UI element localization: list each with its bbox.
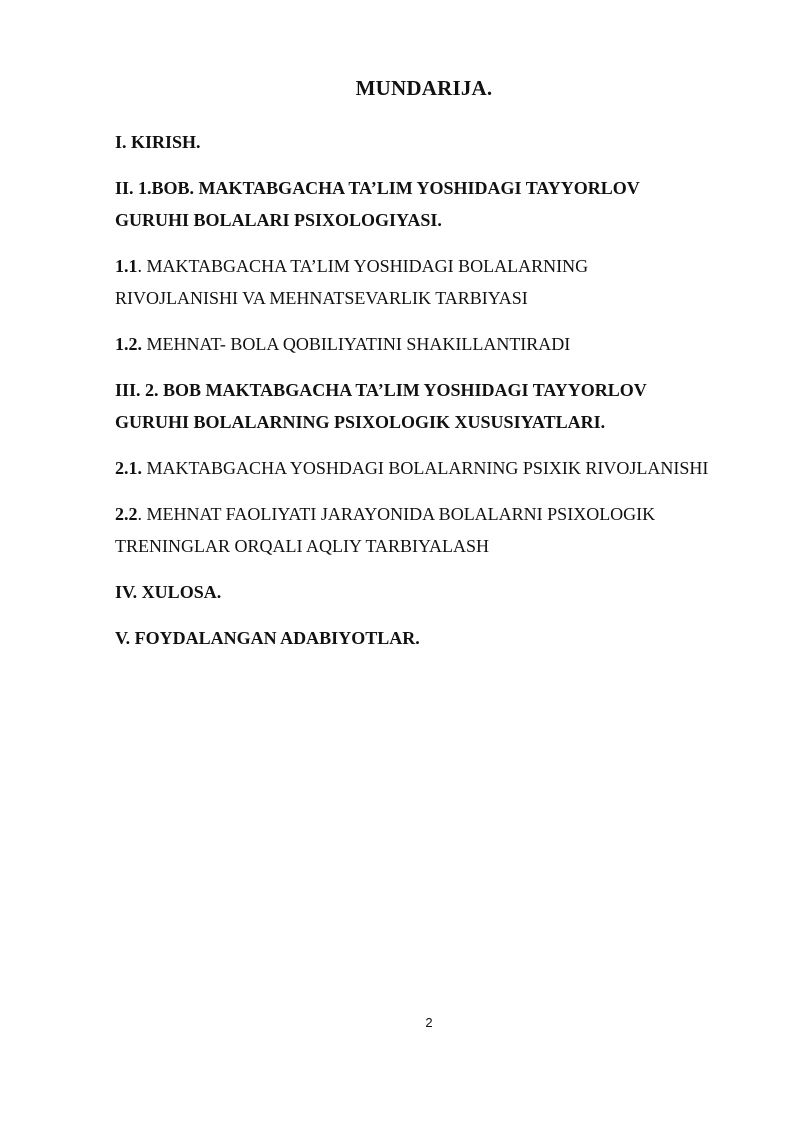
section-number: 1.1 — [115, 256, 138, 276]
section-number: 2.1. — [115, 458, 142, 478]
section-title-line-1: . MEHNAT FAOLIYATI JARAYONIDA BOLALARNI PSIXOLOGIK — [137, 504, 656, 524]
section-number: 2.2 — [115, 504, 138, 524]
toc-entry-kirish: I. KIRISH. — [115, 132, 201, 152]
section-title: MAKTABGACHA YOSHDAGI BOLALARNING PSIXIK RIVOJLANISHI — [142, 458, 709, 478]
toc-entry-section-1-1 — [115, 250, 755, 314]
toc-entry-section-1-2 — [115, 328, 755, 360]
toc-entry-section-2-1 — [115, 452, 755, 484]
toc-entry-chapter-2 — [115, 374, 755, 438]
table-of-contents — [115, 126, 755, 668]
page-title: MUNDARIJA. — [355, 76, 493, 100]
toc-entry-adabiyotlar: V. FOYDALANGAN ADABIYOTLAR. — [115, 628, 420, 648]
page-number: 2 — [425, 1015, 433, 1030]
toc-entry-chapter-1-line-1: II. 1.BOB. MAKTABGACHA TA’LIM YOSHIDAGI TAYYORLOV — [115, 178, 640, 198]
toc-entry-chapter-1 — [115, 172, 755, 236]
section-title-line-2: TRENINGLAR ORQALI AQLIY TARBIYALASH — [115, 536, 490, 556]
section-title-line-2: RIVOJLANISHI VA MEHNATSEVARLIK TARBIYASI — [115, 288, 528, 308]
toc-entry-chapter-2-line-1: III. 2. BOB MAKTABGACHA TA’LIM YOSHIDAGI TAYYORLOV — [115, 380, 647, 400]
toc-entry-chapter-2-line-2: GURUHI BOLALARNING PSIXOLOGIK XUSUSIYATLARI. — [115, 412, 606, 432]
section-number: 1.2. — [115, 334, 142, 354]
toc-entry-chapter-1-line-2: GURUHI BOLALARI PSIXOLOGIYASI. — [115, 210, 442, 230]
section-title: MEHNAT- BOLA QOBILIYATINI SHAKILLANTIRADI — [142, 334, 571, 354]
section-title-line-1: . MAKTABGACHA TA’LIM YOSHIDAGI BOLALARNING — [137, 256, 589, 276]
toc-entry-xulosa: IV. XULOSA. — [115, 582, 222, 602]
toc-entry-section-2-2 — [115, 498, 755, 562]
